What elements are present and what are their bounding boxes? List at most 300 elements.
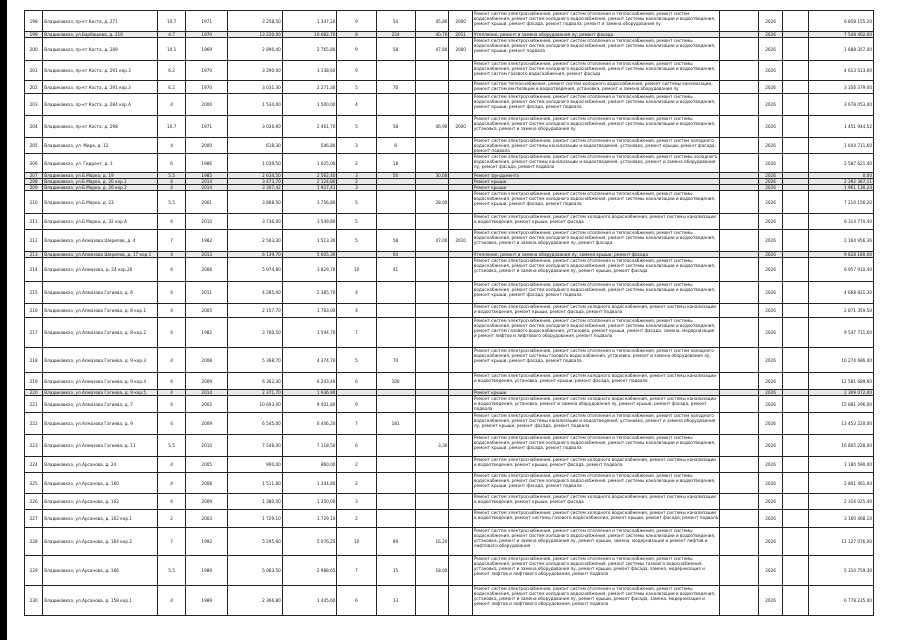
cell-works: Ремонт систем электроснабжения, ремонт систем отопления и теплоснабжения, ремонт систем холодного водоснабжения, ремонт системы газового водоснабжения, установка, ремонт и замена оборудования лу, ремонт крыши, ремонт фасада, ремонт подвала xyxy=(472,348,719,373)
cell-area-living: 2 124,80 xyxy=(282,179,337,185)
table-row xyxy=(25,528,874,556)
cell-period: 2026 xyxy=(759,185,782,191)
cell-address: Владикавказ, ул.Арсанова, д. 164 кор.2 xyxy=(43,528,158,556)
cell-area-living: 546,80 xyxy=(282,138,337,154)
cell-residents: 100 xyxy=(376,373,415,390)
cell-number: 198 xyxy=(25,11,43,32)
cell-wear xyxy=(415,282,449,304)
cell-wear xyxy=(415,214,449,230)
cell-address: Владикавказ, ул.Алмазова Гагиева, д. 9 xyxy=(43,413,158,435)
cell-cost: 16 805 228,00 xyxy=(808,435,873,457)
cell-residents xyxy=(376,94,415,116)
cell-walls: 4 xyxy=(157,94,186,116)
cell-area-total: 3 026,60 xyxy=(228,116,283,138)
cell-residents: 50 xyxy=(376,173,415,179)
cell-residents: 70 xyxy=(376,348,415,373)
cell-year: 2014 xyxy=(186,390,228,396)
cell-works: Ремонт систем электроснабжения, ремонт систем отопления и теплоснабжения, ремонт системы водоснабжения, ремонт систем холодного водоснабжения, ремонт системы канализации и водоотведения, ремонт систем газового водоснабжения, установка, ремонт крыши, ремонт фасада, замена, модернизация и ремонт лифтов и лифтового оборудования, ремонт подвала xyxy=(472,318,719,348)
cell-number: 222 xyxy=(25,413,43,435)
cell-walls: 4 xyxy=(157,214,186,230)
cell-residents: 15 xyxy=(376,556,415,586)
cell-year: 2000 xyxy=(186,138,228,154)
cell-last-repair: 2000 xyxy=(449,11,472,32)
table-row xyxy=(25,116,874,138)
cell-floors: 3 xyxy=(337,173,376,179)
cell-address: Владикавказ, ул.Арсанова, д. 24 xyxy=(43,457,158,473)
cell-walls: 4 xyxy=(157,396,186,413)
cell-area-total: 618,30 xyxy=(228,138,283,154)
cell-floors: 5 xyxy=(337,348,376,373)
cell-year: 2002 xyxy=(186,396,228,413)
cell-walls: 5.5 xyxy=(157,191,186,214)
cell-empty-b xyxy=(782,282,808,304)
cell-empty-b xyxy=(782,38,808,61)
cell-area-living: 3 138,60 xyxy=(282,61,337,81)
cell-number: 227 xyxy=(25,510,43,528)
cell-residents: 13 xyxy=(376,586,415,616)
cell-address: Владикавказ, ул.Б.Марка, д. 23 xyxy=(43,191,158,214)
cell-number: 203 xyxy=(25,94,43,116)
cell-empty-b xyxy=(782,373,808,390)
cell-last-repair xyxy=(449,61,472,81)
cell-residents: 18 xyxy=(376,154,415,173)
cell-year: 2001 xyxy=(186,191,228,214)
cell-cost: 3 160 468,10 xyxy=(808,510,873,528)
cell-area-living: 7 118,50 xyxy=(282,435,337,457)
cell-works: Ремонт систем электроснабжения, ремонт систем отопления и теплоснабжения, ремонт системы холодного водоснабжения, ремонт системы канализации и водоотведения, установка, ремонт и замена оборудования лу, ремонт фасада, ремонт подвала xyxy=(472,154,719,173)
cell-floors: 7 xyxy=(337,318,376,348)
cell-floors: 5 xyxy=(337,81,376,94)
cell-cost: 5 310 759,30 xyxy=(808,556,873,586)
cell-last-repair xyxy=(449,318,472,348)
cell-last-repair: 2011 xyxy=(449,32,472,38)
cell-year: 1969 xyxy=(186,38,228,61)
cell-cost: 10 274 686,00 xyxy=(808,348,873,373)
cell-floors: 7 xyxy=(337,413,376,435)
cell-residents: 64 xyxy=(376,252,415,258)
cell-empty-a xyxy=(720,510,759,528)
cell-wear xyxy=(415,413,449,435)
cell-period: 2026 xyxy=(759,528,782,556)
cell-residents: 58 xyxy=(376,38,415,61)
cell-floors: 4 xyxy=(337,282,376,304)
cell-address: Владикавказ, ул.Арсанова, д. 166 xyxy=(43,556,158,586)
cell-area-total: 5 368,70 xyxy=(228,348,283,373)
cell-empty-a xyxy=(720,138,759,154)
cell-last-repair xyxy=(449,191,472,214)
cell-address: Владикавказ, ул.Алмазова Гагиева, д. 8 кор.2 xyxy=(43,318,158,348)
cell-walls: 5.5 xyxy=(157,556,186,586)
cell-empty-a xyxy=(720,457,759,473)
cell-cost: 11 127 076,00 xyxy=(808,528,873,556)
cell-period: 2026 xyxy=(759,173,782,179)
cell-year: 1982 xyxy=(186,230,228,252)
cell-cost: 6 957 910,40 xyxy=(808,258,873,282)
cell-floors: 9 xyxy=(337,396,376,413)
cell-last-repair xyxy=(449,586,472,616)
cell-period: 2026 xyxy=(759,318,782,348)
cell-number: 205 xyxy=(25,138,43,154)
table-row xyxy=(25,94,874,116)
cell-number: 212 xyxy=(25,230,43,252)
cell-area-living: 6 243,40 xyxy=(282,373,337,390)
cell-number: 204 xyxy=(25,116,43,138)
cell-empty-b xyxy=(782,230,808,252)
cell-floors: 6 xyxy=(337,586,376,616)
cell-empty-b xyxy=(782,81,808,94)
cell-empty-a xyxy=(720,318,759,348)
cell-residents xyxy=(376,304,415,318)
cell-empty-a xyxy=(720,191,759,214)
cell-floors: 9 xyxy=(337,11,376,32)
cell-address: Владикавказ, ул. Мира, д. 12 xyxy=(43,138,158,154)
cell-last-repair: 2000 xyxy=(449,116,472,138)
cell-last-repair xyxy=(449,413,472,435)
cell-area-total: 1 729,10 xyxy=(228,510,283,528)
table-row xyxy=(25,214,874,230)
cell-year: 2009 xyxy=(186,413,228,435)
cell-last-repair xyxy=(449,435,472,457)
cell-floors: 2 xyxy=(337,473,376,494)
cell-number: 218 xyxy=(25,348,43,373)
cell-walls: 4 xyxy=(157,252,186,258)
cell-last-repair xyxy=(449,494,472,510)
cell-residents xyxy=(376,457,415,473)
cell-works: Ремонт систем теплоснабжения, ремонт систем холодного водоснабжения, ремонт системы канализации, ремонт систем вентиляции и водоотведения, установка, ремонт и замена оборудования лу xyxy=(472,81,719,94)
cell-walls: 7 xyxy=(157,230,186,252)
cell-last-repair xyxy=(449,348,472,373)
scan-edge-shadow xyxy=(0,0,7,640)
cell-floors: 10 xyxy=(337,528,376,556)
cell-period: 2026 xyxy=(759,413,782,435)
cell-area-total: 3 760,50 xyxy=(228,318,283,348)
table-row xyxy=(25,413,874,435)
cell-address: Владикавказ, ул.Алмазова Гагиева, д. 9 кор.4 xyxy=(43,373,158,390)
cell-period: 2026 xyxy=(759,282,782,304)
cell-cost: 1 961 130,24 xyxy=(808,185,873,191)
cell-area-living: 1 344,80 xyxy=(282,473,337,494)
cell-cost: 0,00 xyxy=(808,173,873,179)
cell-last-repair xyxy=(449,457,472,473)
cell-floors: 2 xyxy=(337,179,376,185)
cell-number: 214 xyxy=(25,258,43,282)
table-row xyxy=(25,230,874,252)
cell-last-repair xyxy=(449,138,472,154)
table-row xyxy=(25,138,874,154)
cell-period: 2026 xyxy=(759,494,782,510)
cell-cost: 1 644 711,60 xyxy=(808,138,873,154)
cell-wear xyxy=(415,318,449,348)
cell-period: 2026 xyxy=(759,191,782,214)
cell-empty-a xyxy=(720,81,759,94)
cell-wear xyxy=(415,304,449,318)
cell-cost: 7 210 156,20 xyxy=(808,191,873,214)
cell-period: 2026 xyxy=(759,214,782,230)
cell-residents xyxy=(376,473,415,494)
cell-area-living: 6 446,20 xyxy=(282,413,337,435)
cell-number: 224 xyxy=(25,457,43,473)
cell-year: 2014 xyxy=(186,179,228,185)
cell-floors: 4 xyxy=(337,94,376,116)
cell-area-total: 6 545,00 xyxy=(228,413,283,435)
cell-address: Владикавказ, ул.Арсанова, д. 158 кор.1 xyxy=(43,586,158,616)
cell-floors: 6 xyxy=(337,435,376,457)
repair-register-table xyxy=(24,10,874,616)
cell-floors: 9 xyxy=(337,61,376,81)
cell-last-repair xyxy=(449,396,472,413)
cell-area-total: 2 634,50 xyxy=(228,173,283,179)
cell-address: Владикавказ, ул.Б.Марка, д. 32 кор.А xyxy=(43,214,158,230)
cell-number: 220 xyxy=(25,390,43,396)
cell-area-total: 10 693,00 xyxy=(228,396,283,413)
cell-wear xyxy=(415,373,449,390)
cell-walls: 4 xyxy=(157,179,186,185)
cell-area-living: 1 350,00 xyxy=(282,494,337,510)
cell-empty-b xyxy=(782,494,808,510)
cell-floors: 2 xyxy=(337,457,376,473)
cell-cost: 2 309 072,00 xyxy=(808,390,873,396)
cell-last-repair xyxy=(449,214,472,230)
cell-number: 199 xyxy=(25,32,43,38)
cell-walls: 4 xyxy=(157,586,186,616)
cell-wear: 18,00 xyxy=(415,556,449,586)
cell-number: 210 xyxy=(25,191,43,214)
cell-floors: 5 xyxy=(337,214,376,230)
cell-walls: 4 xyxy=(157,348,186,373)
cell-wear xyxy=(415,94,449,116)
cell-number: 208 xyxy=(25,179,43,185)
cell-residents: 41 xyxy=(376,258,415,282)
cell-empty-b xyxy=(782,11,808,32)
cell-works: Ремонт систем электроснабжения, ремонт систем отопления и теплоснабжения, ремонт системы водоснабжения, ремонт систем холодного водоснабжения, ремонт системы газового водоснабжения, установка, ремонт и замена оборудования лу, ремонт крыши, ремонт фасада, замена, модернизация и ремонт лифтов и лифтового оборудования, ремонт подвала xyxy=(472,556,719,586)
cell-year: 1971 xyxy=(186,116,228,138)
cell-area-living: 3 549,80 xyxy=(282,214,337,230)
cell-works: Ремонт крыши xyxy=(472,390,719,396)
table-row xyxy=(25,396,874,413)
cell-period: 2026 xyxy=(759,116,782,138)
cell-walls: 4 xyxy=(157,304,186,318)
cell-number: 219 xyxy=(25,373,43,390)
cell-walls: 4 xyxy=(157,185,186,191)
cell-wear xyxy=(415,154,449,173)
cell-area-total: 1 511,80 xyxy=(228,473,283,494)
table-row xyxy=(25,282,874,304)
cell-area-living: 2 461,70 xyxy=(282,116,337,138)
cell-area-total: 3 473,70 xyxy=(228,179,283,185)
table-row xyxy=(25,510,874,528)
cell-empty-a xyxy=(720,494,759,510)
cell-empty-a xyxy=(720,348,759,373)
cell-area-living: 2 765,80 xyxy=(282,38,337,61)
cell-period: 2026 xyxy=(759,94,782,116)
cell-address: Владикавказ, ул.Алмазова, д. 24 кор.26 xyxy=(43,258,158,282)
cell-empty-a xyxy=(720,116,759,138)
cell-cost: 3 356 379,00 xyxy=(808,81,873,94)
cell-area-total: 6 139,70 xyxy=(228,252,283,258)
cell-wear: 47,00 xyxy=(415,230,449,252)
cell-number: 228 xyxy=(25,528,43,556)
cell-residents xyxy=(376,61,415,81)
table-row xyxy=(25,61,874,81)
table-row xyxy=(25,258,874,282)
cell-area-living: 1 025,00 xyxy=(282,154,337,173)
cell-number: 211 xyxy=(25,214,43,230)
cell-address: Владикавказ, ул.Б.Марка, д. 20 кор.1 xyxy=(43,179,158,185)
cell-number: 216 xyxy=(25,304,43,318)
cell-works: Утепление, ремонт и замена оборудования лу, замена крыши, ремонт фасада xyxy=(472,252,719,258)
cell-residents: 58 xyxy=(376,116,415,138)
cell-number: 226 xyxy=(25,494,43,510)
cell-empty-b xyxy=(782,214,808,230)
cell-period: 2026 xyxy=(759,38,782,61)
cell-empty-a xyxy=(720,258,759,282)
cell-walls: 4 xyxy=(157,413,186,435)
cell-period: 2026 xyxy=(759,252,782,258)
cell-empty-a xyxy=(720,94,759,116)
cell-address: Владикавказ, ул.Барбашова, д. 216 xyxy=(43,32,158,38)
cell-works: Ремонт систем электроснабжения, ремонт систем отопления и теплоснабжения, ремонт системы водоснабжения, ремонт систем холодного водоснабжения, ремонт системы канализации и водоотведения, ремонт крыши, ремонт фасада, ремонт подвала xyxy=(472,435,719,457)
cell-area-total: 3 868,50 xyxy=(228,191,283,214)
cell-walls: 10.1 xyxy=(157,38,186,61)
cell-works: Утепление, ремонт и замена оборудования лу, ремонт фасада xyxy=(472,32,719,38)
cell-works: Ремонт систем электроснабжения, ремонт систем холодного водоснабжения, ремонт системы канализации и водоотведения, установка, ремонт крыши, ремонт фасада, ремонт подвала xyxy=(472,373,719,390)
cell-empty-a xyxy=(720,556,759,586)
cell-area-total: 1 534,00 xyxy=(228,94,283,116)
cell-floors: 4 xyxy=(337,304,376,318)
cell-works: Ремонт систем электроснабжения, ремонт систем отопления и теплоснабжения, ремонт системы водоснабжения, ремонт систем холодного водоснабжения, ремонт системы канализации и водоотведения, ремонт крыши, ремонт фасада, ремонт подвала xyxy=(472,473,719,494)
cell-empty-b xyxy=(782,413,808,435)
cell-empty-a xyxy=(720,396,759,413)
cell-period: 2026 xyxy=(759,32,782,38)
cell-year: 1970 xyxy=(186,81,228,94)
cell-area-living: 4 374,70 xyxy=(282,348,337,373)
cell-cost: 2 587 621,40 xyxy=(808,154,873,173)
cell-works: Ремонт систем электроснабжения, ремонт систем отопления и теплоснабжения, ремонт системы водоснабжения, ремонт систем холодного водоснабжения, ремонт системы канализации и водоотведения, установка, ремонт и замена оборудования лу, ремонт крыши, ремонт фасада xyxy=(472,258,719,282)
cell-floors: 10 xyxy=(337,258,376,282)
cell-floors: 7 xyxy=(337,556,376,586)
cell-area-total: 4 285,00 xyxy=(228,282,283,304)
cell-area-living: 3 756,80 xyxy=(282,191,337,214)
cell-walls: 6 xyxy=(157,154,186,173)
cell-residents: 58 xyxy=(376,230,415,252)
cell-empty-b xyxy=(782,348,808,373)
cell-area-total: 13 220,00 xyxy=(228,32,283,38)
cell-year: 2009 xyxy=(186,494,228,510)
cell-year: 1970 xyxy=(186,32,228,38)
table-row xyxy=(25,318,874,348)
cell-wear: 28,00 xyxy=(415,191,449,214)
cell-number: 213 xyxy=(25,252,43,258)
cell-cost: 1 688 357,00 xyxy=(808,38,873,61)
cell-residents: 8 xyxy=(376,138,415,154)
cell-year: 1970 xyxy=(186,61,228,81)
cell-year: 2005 xyxy=(186,304,228,318)
cell-residents xyxy=(376,510,415,528)
cell-floors: 3 xyxy=(337,185,376,191)
cell-cost: 2 392 387,11 xyxy=(808,179,873,185)
cell-empty-a xyxy=(720,373,759,390)
cell-residents xyxy=(376,318,415,348)
cell-empty-b xyxy=(782,586,808,616)
cell-period: 2026 xyxy=(759,373,782,390)
cell-area-total: 2 157,70 xyxy=(228,304,283,318)
cell-year: 2014 xyxy=(186,185,228,191)
cell-residents xyxy=(376,191,415,214)
cell-walls: 4 xyxy=(157,473,186,494)
cell-empty-b xyxy=(782,473,808,494)
cell-empty-b xyxy=(782,528,808,556)
cell-area-living: 2 562,40 xyxy=(282,173,337,179)
cell-residents: 89 xyxy=(376,528,415,556)
cell-walls: 2 xyxy=(157,510,186,528)
table-row xyxy=(25,556,874,586)
cell-year: 2003 xyxy=(186,510,228,528)
cell-works: Ремонт систем электроснабжения, ремонт систем холодного водоснабжения, ремонт системы канализации и водоотведения, ремонт крыши, ремонт фасада, ремонт подвала xyxy=(472,457,719,473)
cell-works: Ремонт систем электроснабжения, ремонт систем отопления и теплоснабжения, ремонт системы водоснабжения, ремонт систем холодного водоснабжения, ремонт системы канализации и водоотведения, установка, ремонт и замена оборудования лу xyxy=(472,116,719,138)
cell-year: 1989 xyxy=(186,556,228,586)
table-row xyxy=(25,154,874,173)
cell-residents xyxy=(376,282,415,304)
cell-address: Владикавказ, ул.Алмазова Гагиева, д. 8 кор.1 xyxy=(43,304,158,318)
cell-area-living: 860,00 xyxy=(282,457,337,473)
cell-area-living: 2 385,70 xyxy=(282,282,337,304)
cell-walls: 5.5 xyxy=(157,173,186,179)
cell-address: Владикавказ, ул.Арсанова, д. 162 кор.1 xyxy=(43,510,158,528)
cell-area-total: 3 031,30 xyxy=(228,81,283,94)
cell-wear: 16,20 xyxy=(415,528,449,556)
table-row xyxy=(25,191,874,214)
cell-address: Владикавказ, ул.Алмазова Шерипов, д. 4 xyxy=(43,230,158,252)
cell-floors: 3 xyxy=(337,494,376,510)
cell-period: 2026 xyxy=(759,304,782,318)
cell-area-total: 5 295,60 xyxy=(228,528,283,556)
cell-works: Ремонт систем электроснабжения, ремонт систем холодного водоснабжения, ремонт системы канализации и водоотведения, ремонт крыши, ремонт фасада xyxy=(472,214,719,230)
cell-wear xyxy=(415,61,449,81)
cell-number: 221 xyxy=(25,396,43,413)
cell-year: 1992 xyxy=(186,528,228,556)
cell-wear: 40,70 xyxy=(415,32,449,38)
cell-year: 2010 xyxy=(186,214,228,230)
cell-address: Владикавказ, ул.Алмазова Гагиева, д. 9 кор.5 xyxy=(43,390,158,396)
cell-empty-b xyxy=(782,154,808,173)
cell-walls: 6.2 xyxy=(157,81,186,94)
cell-year: 2013 xyxy=(186,252,228,258)
cell-address: Владикавказ, ул.Б.Марка, д. 20 кор.2 xyxy=(43,185,158,191)
cell-empty-b xyxy=(782,116,808,138)
cell-cost: 1 451 944,52 xyxy=(808,116,873,138)
cell-address: Владикавказ, пр-кт Коста, д. 291 кор.3 xyxy=(43,61,158,81)
cell-last-repair xyxy=(449,473,472,494)
cell-period: 2026 xyxy=(759,457,782,473)
cell-address: Владикавказ, пр-кт Коста, д. 298 xyxy=(43,116,158,138)
table-row xyxy=(25,373,874,390)
cell-residents: 70 xyxy=(376,81,415,94)
cell-period: 2026 xyxy=(759,435,782,457)
cell-address: Владикавказ, ул.Алмазова Гагиева, д. 6 xyxy=(43,282,158,304)
cell-wear xyxy=(415,473,449,494)
cell-works: Ремонт систем электроснабжения, ремонт систем отопления и теплоснабжения, ремонт системы водоснабжения, ремонт систем холодного водоснабжения, ремонт системы канализации и водоотведения, установка, ремонт и замена оборудования лу, ремонт фасада xyxy=(472,230,719,252)
cell-empty-a xyxy=(720,586,759,616)
cell-empty-a xyxy=(720,61,759,81)
cell-cost: 15 881 296,00 xyxy=(808,396,873,413)
cell-floors: 6 xyxy=(337,373,376,390)
cell-empty-a xyxy=(720,38,759,61)
cell-last-repair xyxy=(449,510,472,528)
cell-area-total: 2 890,40 xyxy=(228,38,283,61)
cell-walls: 4 xyxy=(157,282,186,304)
cell-wear xyxy=(415,396,449,413)
cell-area-living: 2 988,65 xyxy=(282,556,337,586)
